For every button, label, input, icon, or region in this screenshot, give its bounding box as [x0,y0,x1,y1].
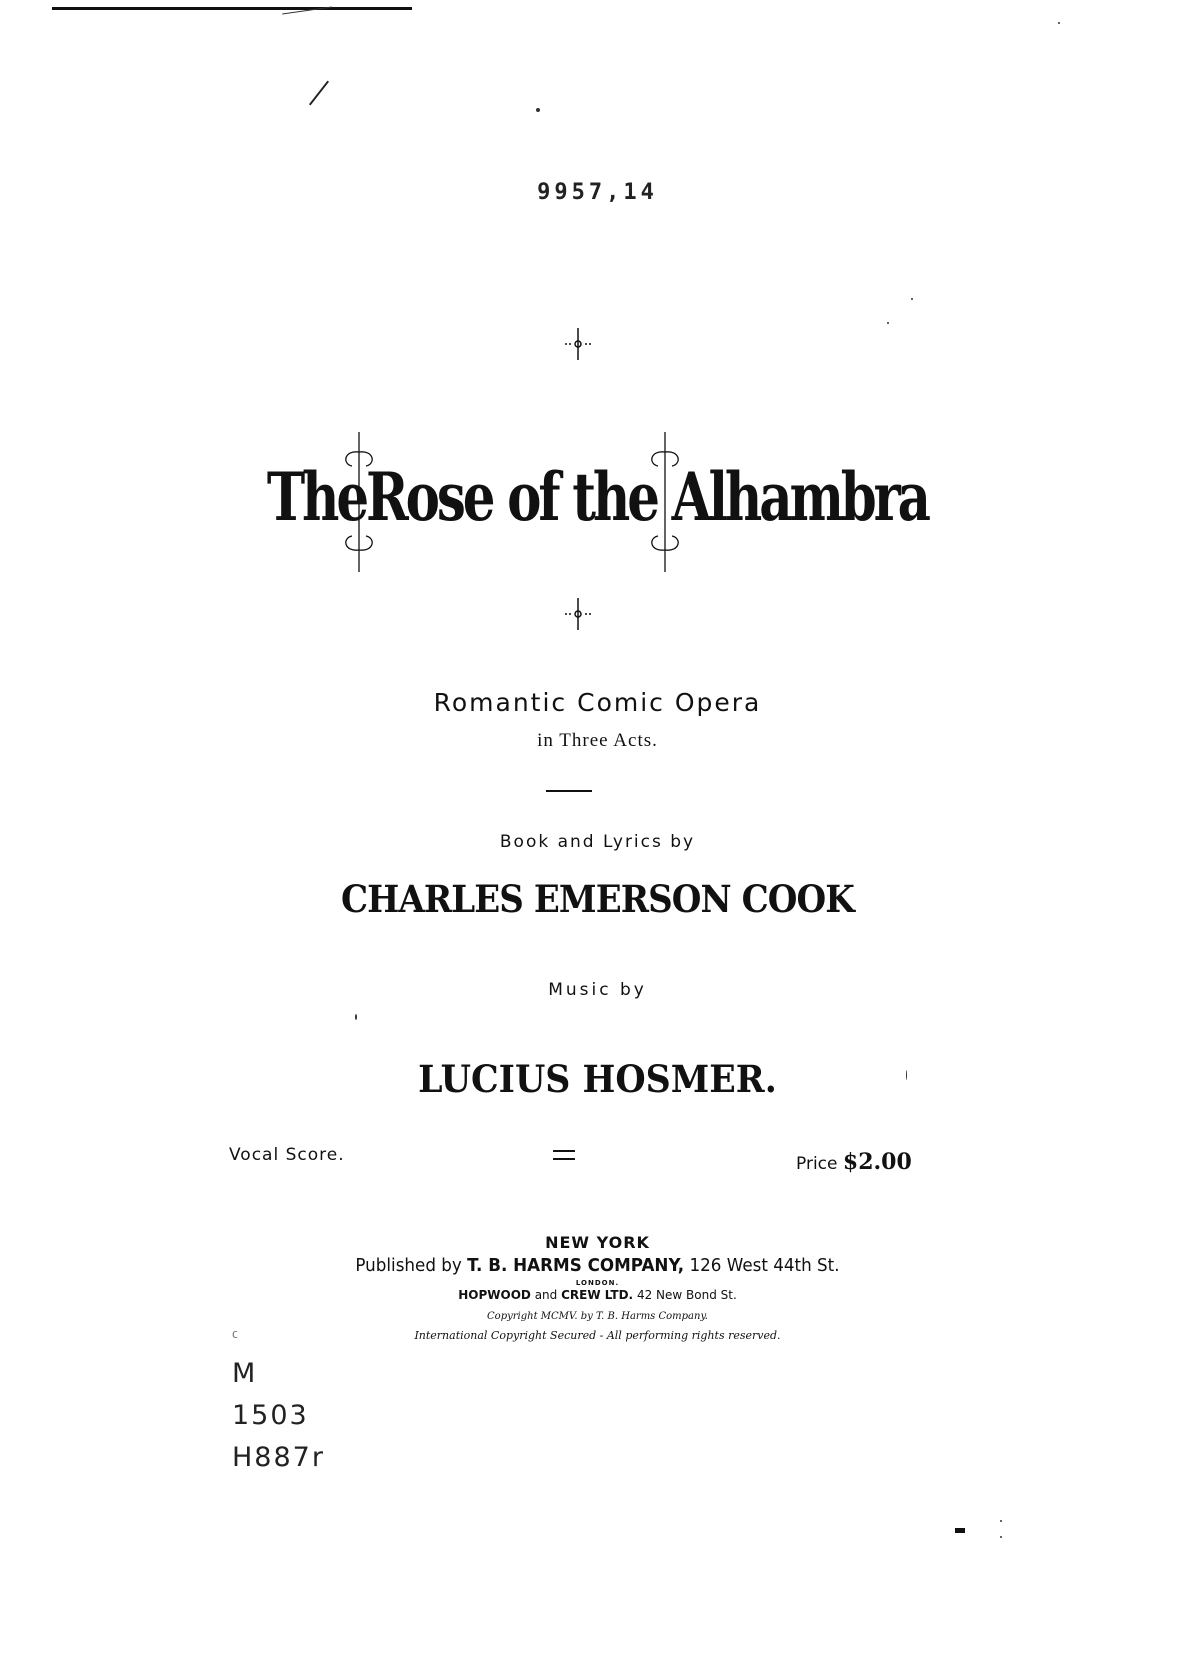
price-value: $2.00 [842,1149,912,1175]
scan-speck [1000,1536,1002,1538]
separator-rule-top [553,1150,575,1152]
divider-rule [546,790,592,792]
publisher-name: T. B. HARMS COMPANY, [467,1255,685,1276]
catalog-number: 9957,14 [537,180,658,205]
call-number-line-2: 1503 [232,1400,309,1431]
call-number-line-1: M [232,1358,258,1389]
ornament-top-icon [558,326,598,362]
london-label: LONDON. [575,1279,620,1287]
scan-speck [1000,1520,1002,1522]
price [796,1149,912,1175]
scan-speck [355,1014,357,1020]
ornament-middle-icon [558,596,598,632]
price-label: Price [796,1154,838,1174]
publisher-city: NEW YORK [545,1233,650,1252]
opera-subtitle: Romantic Comic Opera [433,688,762,717]
composer-name: LUCIUS HOSMER. [418,1057,777,1101]
pencil-check-mark [309,81,329,106]
call-number-line-3: H887r [232,1442,325,1473]
london-agent-name-2: CREW LTD. [561,1288,634,1302]
acts-line: in Three Acts. [537,730,658,751]
book-credit-label: Book and Lyrics by [499,832,696,852]
published-by-label: Published by [355,1255,462,1276]
scan-speck [911,298,913,300]
separator-rule-bottom [553,1158,575,1160]
lyricist-name: CHARLES EMERSON COOK [340,877,854,921]
london-agent-name: HOPWOOD [458,1288,531,1302]
music-credit-label: Music by [548,980,647,1000]
london-agent-and: and [534,1288,558,1302]
top-scan-rule [52,7,412,10]
copyright-notice: Copyright MCMV. by T. B. Harms Company. [487,1311,708,1322]
title-rose-of-the: Rose of the [365,458,657,536]
london-agent-line [0,1288,1195,1302]
scan-speck [536,108,540,112]
rights-notice: International Copyright Secured - All performing rights reserved. [414,1329,781,1342]
publisher-address: 126 West 44th St. [689,1255,840,1276]
london-agent-address: 42 New Bond St. [636,1288,737,1302]
scan-speck [1058,22,1060,24]
edition-label: Vocal Score. [229,1145,345,1165]
scan-speck [887,322,889,324]
ink-blot [955,1528,965,1533]
title-alhambra: Alhambra [671,458,928,536]
publisher-line [42,1255,1153,1276]
title-the: The [266,458,366,536]
opera-title [131,458,1063,536]
library-mark: C [232,1330,245,1341]
